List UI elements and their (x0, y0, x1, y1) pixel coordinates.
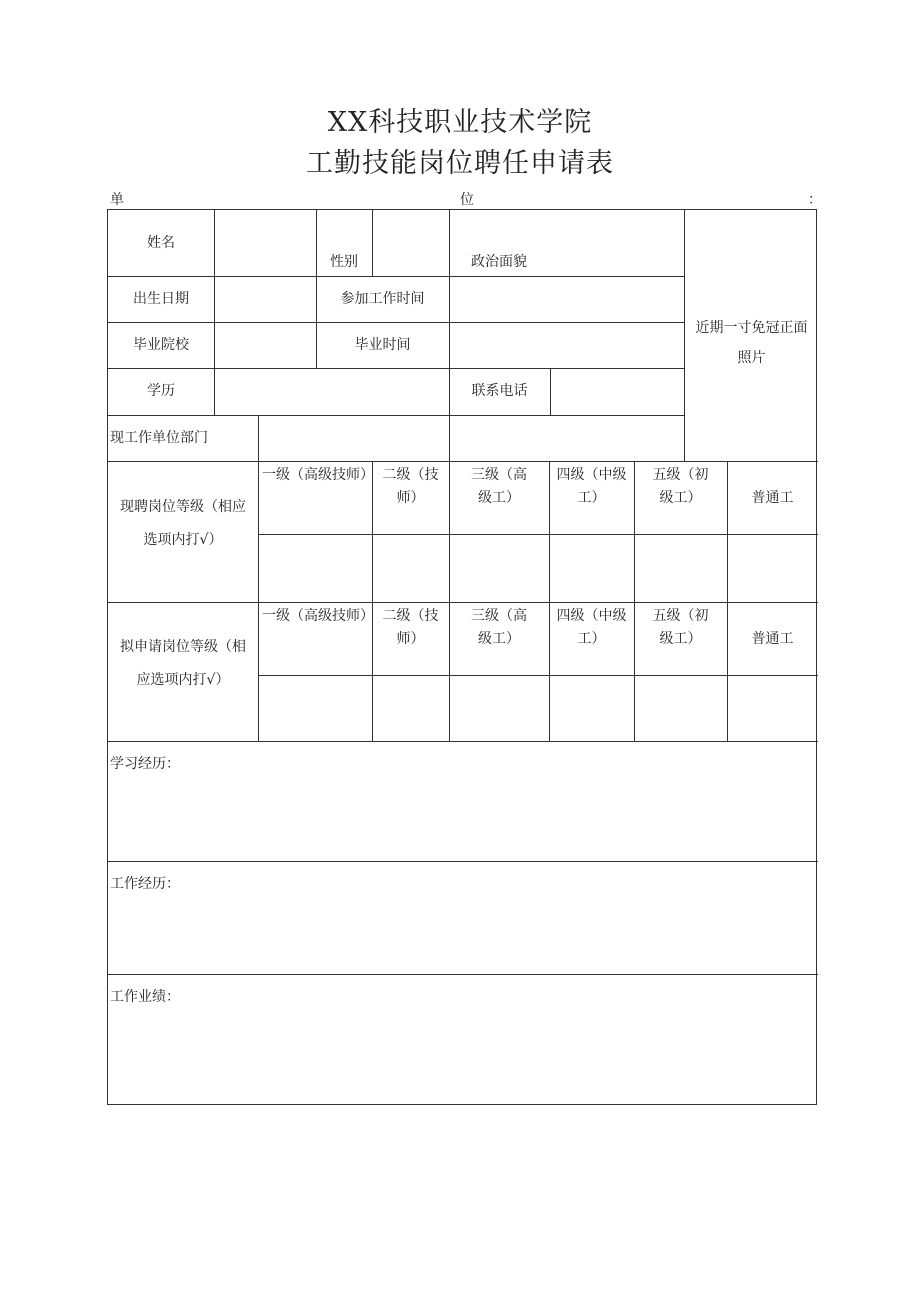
applied-level-3: 三级（高级工） (471, 608, 527, 647)
school-field[interactable] (214, 322, 316, 368)
achievement-field[interactable] (108, 1011, 818, 1104)
current-level-2: 二级（技师） (382, 467, 439, 506)
current-check-5[interactable] (634, 534, 727, 602)
political-label: 政治面貌 (471, 254, 527, 270)
applied-level-5: 五级（初级工） (652, 608, 709, 647)
applied-level-6: 普通工 (751, 631, 794, 647)
phone-label: 联系电话 (471, 383, 528, 399)
current-level-4: 四级（中级工） (556, 467, 627, 506)
school-label: 毕业院校 (133, 337, 189, 353)
applied-check-5[interactable] (634, 675, 727, 741)
unit-label-colon: ： (808, 192, 822, 208)
applied-level-4: 四级（中级工） (556, 608, 627, 647)
current-unit-label: 现工作单位部门 (110, 430, 208, 446)
current-check-1[interactable] (258, 534, 372, 602)
current-level-5: 五级（初级工） (652, 467, 709, 506)
current-unit-field[interactable] (258, 415, 684, 461)
achievement-label: 工作业绩： (110, 989, 180, 1005)
current-post-label: 现聘岗位等级（相应选项内打√） (120, 499, 246, 548)
phone-field[interactable] (550, 368, 684, 415)
applied-level-1: 一级（高级技师） (262, 608, 374, 624)
current-check-2[interactable] (372, 534, 449, 602)
unit-label-char2: 位 (460, 192, 474, 208)
gender-field[interactable] (372, 210, 449, 276)
applied-check-4[interactable] (549, 675, 634, 741)
gender-label: 性别 (330, 254, 358, 270)
photo-placeholder[interactable]: 近期一寸免冠正面照片 (695, 320, 808, 366)
education-label: 学历 (147, 383, 175, 399)
current-level-3: 三级（高级工） (471, 467, 527, 506)
unit-label-char1: 单 (110, 192, 124, 208)
application-form (107, 209, 817, 1105)
form-subtitle: 工勤技能岗位聘任申请表 (306, 148, 614, 179)
name-field[interactable] (214, 210, 316, 276)
work-start-field[interactable] (449, 276, 684, 322)
unit-line (108, 189, 820, 207)
form-title: XX科技职业技术学院 (327, 107, 593, 138)
political-field[interactable] (549, 210, 684, 276)
work-start-label: 参加工作时间 (340, 291, 425, 307)
study-history-field[interactable] (108, 778, 818, 860)
applied-level-2: 二级（技师） (382, 608, 439, 647)
current-level-1: 一级（高级技师） (262, 467, 374, 483)
study-history-label: 学习经历： (110, 756, 180, 772)
applied-post-label: 拟申请岗位等级（相应选项内打√） (120, 639, 246, 688)
education-field[interactable] (214, 368, 449, 415)
current-check-3[interactable] (449, 534, 549, 602)
applied-check-6[interactable] (727, 675, 818, 741)
grad-time-field[interactable] (449, 322, 684, 368)
birth-label: 出生日期 (133, 291, 189, 307)
applied-check-2[interactable] (372, 675, 449, 741)
current-check-6[interactable] (727, 534, 818, 602)
current-level-6: 普通工 (751, 490, 794, 506)
birth-field[interactable] (214, 276, 316, 322)
grad-time-label: 毕业时间 (354, 337, 411, 353)
work-history-label: 工作经历： (110, 876, 180, 892)
work-history-field[interactable] (108, 898, 818, 973)
name-label: 姓名 (147, 235, 175, 251)
current-check-4[interactable] (549, 534, 634, 602)
applied-check-3[interactable] (449, 675, 549, 741)
applied-check-1[interactable] (258, 675, 372, 741)
